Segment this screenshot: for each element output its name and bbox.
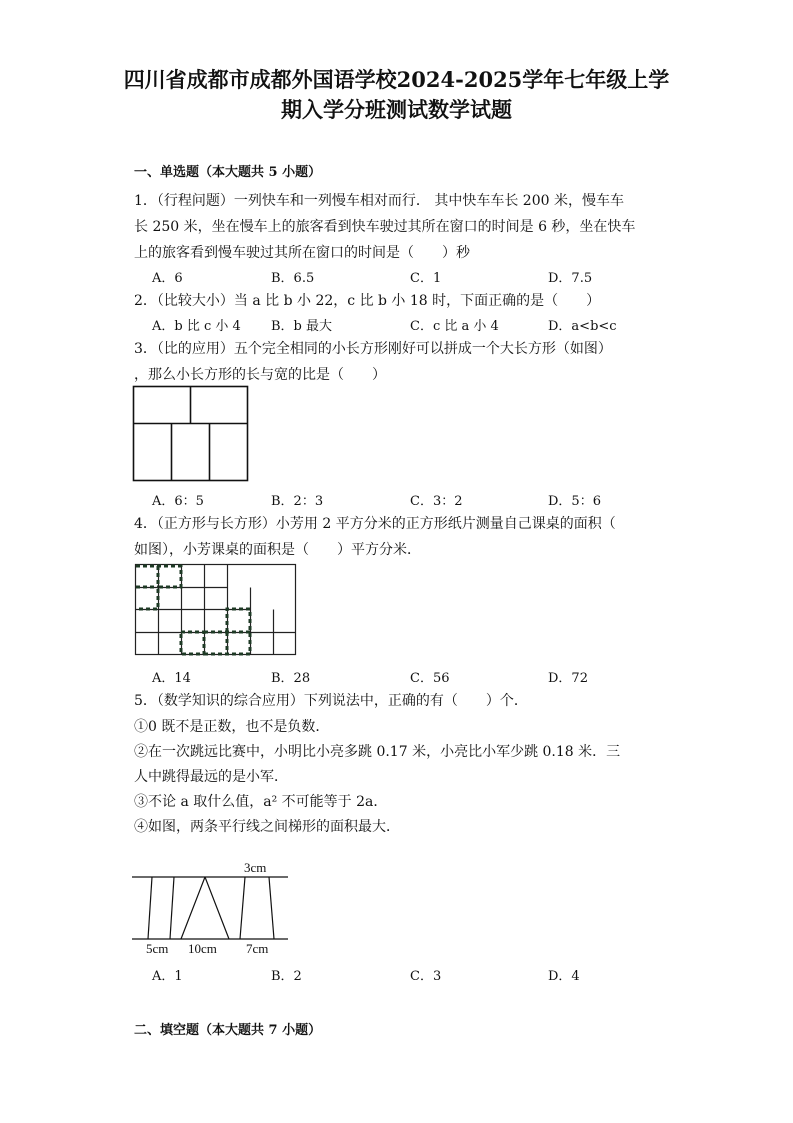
q1-option-c[interactable]: C．1 bbox=[410, 271, 442, 286]
q4-text-line-2: 如图），小芳课桌的面积是（ ）平方分米． bbox=[134, 542, 421, 558]
q1-text-line-2: 长 250 米，坐在慢车上的旅客看到快车驶过其所在窗口的时间是 6 秒，坐在快车 bbox=[134, 219, 636, 235]
q4-option-d[interactable]: D．72 bbox=[548, 671, 588, 686]
q3-option-d[interactable]: D．5：6 bbox=[548, 494, 601, 509]
q3-option-c[interactable]: C．3：2 bbox=[410, 494, 463, 509]
q4-option-b[interactable]: B．28 bbox=[271, 671, 311, 686]
q4-option-a[interactable]: A．14 bbox=[152, 671, 191, 686]
q4-desk-grid-figure bbox=[134, 563, 298, 657]
q2-option-c[interactable]: C．c 比 a 小 4 bbox=[410, 319, 499, 334]
q5-statement-4: ④如图，两条平行线之间梯形的面积最大． bbox=[134, 819, 400, 835]
q3-text-line-1: 3．（比的应用）五个完全相同的小长方形刚好可以拼成一个大长方形（如图） bbox=[134, 341, 612, 357]
q5-option-a[interactable]: A．1 bbox=[152, 969, 183, 984]
section-heading-single-choice: 一、单选题（本大题共 5 小题） bbox=[134, 165, 322, 180]
q2-option-b[interactable]: B．b 最大 bbox=[271, 319, 333, 334]
q3-text-line-2: ，那么小长方形的长与宽的比是（ ） bbox=[134, 367, 386, 383]
q5-parallel-lines-figure bbox=[128, 855, 292, 961]
label-3cm: 3cm bbox=[244, 860, 267, 875]
q1-text-line-3: 上的旅客看到慢车驶过其所在窗口的时间是（ ）秒 bbox=[134, 245, 470, 261]
q5-option-c[interactable]: C．3 bbox=[410, 969, 442, 984]
q3-option-a[interactable]: A．6：5 bbox=[152, 494, 204, 509]
q5-statement-3: ③不论 a 取什么值，a² 不可能等于 2a． bbox=[134, 794, 388, 810]
paper-title-line-2: 期入学分班测试数学试题 bbox=[281, 97, 512, 122]
label-10cm: 10cm bbox=[188, 941, 217, 956]
q5-statement-1: ①0 既不是正数，也不是负数． bbox=[134, 719, 330, 735]
paper-title-line-1: 四川省成都市成都外国语学校2024-2025学年七年级上学 bbox=[123, 67, 670, 92]
q5-statement-2-line-2: 人中跳得最远的是小军． bbox=[134, 769, 288, 785]
q1-option-a[interactable]: A．6 bbox=[152, 271, 183, 286]
q5-text-line-1: 5．（数学知识的综合应用）下列说法中，正确的有（ ）个． bbox=[134, 693, 528, 709]
section-heading-fill-in: 二、填空题（本大题共 7 小题） bbox=[134, 1023, 322, 1038]
q5-option-b[interactable]: B．2 bbox=[271, 969, 302, 984]
q1-text-line-1: 1．（行程问题）一列快车和一列慢车相对而行． 其中快车车长 200 米，慢车车 bbox=[134, 193, 624, 209]
q5-statement-2-line-1: ②在一次跳远比赛中，小明比小亮多跳 0.17 米，小亮比小军少跳 0.18 米．三 bbox=[134, 744, 621, 760]
q3-option-b[interactable]: B．2：3 bbox=[271, 494, 324, 509]
q5-option-d[interactable]: D．4 bbox=[548, 969, 580, 984]
label-5cm: 5cm bbox=[146, 941, 169, 956]
q1-option-b[interactable]: B．6.5 bbox=[271, 271, 315, 286]
q2-option-a[interactable]: A．b 比 c 小 4 bbox=[152, 319, 241, 334]
q4-option-c[interactable]: C．56 bbox=[410, 671, 450, 686]
q1-option-d[interactable]: D．7.5 bbox=[548, 271, 593, 286]
q4-text-line-1: 4．（正方形与长方形）小芳用 2 平方分米的正方形纸片测量自己课桌的面积（ bbox=[134, 516, 616, 532]
q2-text: 2．（比较大小）当 a 比 b 小 22，c 比 b 小 18 时，下面正确的是（ ） bbox=[134, 293, 601, 309]
label-7cm: 7cm bbox=[246, 941, 269, 956]
q3-rectangle-figure bbox=[132, 385, 250, 483]
q2-option-d[interactable]: D．a<b<c bbox=[548, 319, 617, 334]
